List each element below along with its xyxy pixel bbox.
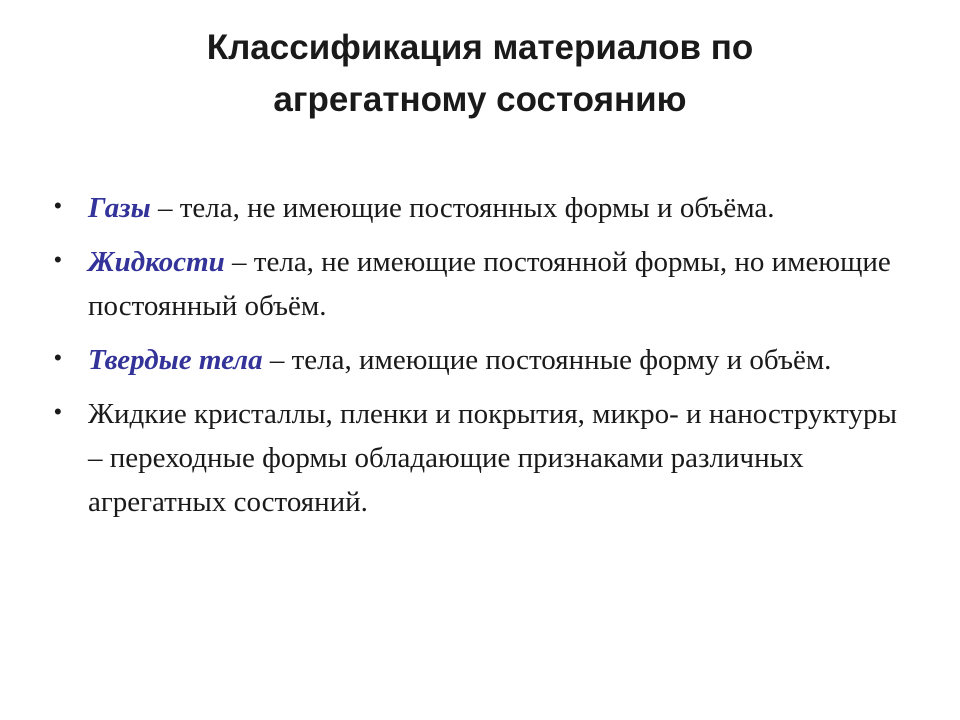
slide-title-line-1: Классификация материалов по	[206, 28, 754, 67]
slide-title	[60, 22, 900, 126]
bullet-gases	[54, 186, 914, 230]
definition-transitional: Жидкие кристаллы, пленки и покрытия, микро- и наноструктуры – переходные формы обладающие признаками различных агрегатных состояний.	[88, 398, 897, 518]
bullet-dot-icon: •	[54, 193, 62, 218]
bullet-dot-icon: •	[54, 247, 62, 272]
bullet-list	[54, 186, 914, 534]
bullet-dot-icon: •	[54, 399, 62, 424]
definition-gases: – тела, не имеющие постоянных формы и объёма.	[150, 192, 775, 224]
term-liquids: Жидкости	[88, 246, 225, 278]
slide-title-line-2: агрегатному состоянию	[273, 80, 687, 119]
bullet-transitional	[54, 392, 914, 524]
term-solids: Твердые тела	[88, 344, 263, 376]
definition-solids: – тела, имеющие постоянные форму и объём.	[262, 344, 832, 376]
definition-liquids: – тела, не имеющие постоянной формы, но имеющие постоянный объём.	[88, 246, 891, 322]
term-gases: Газы	[88, 192, 151, 224]
bullet-dot-icon: •	[54, 345, 62, 370]
bullet-liquids	[54, 240, 914, 328]
bullet-solids	[54, 338, 914, 382]
